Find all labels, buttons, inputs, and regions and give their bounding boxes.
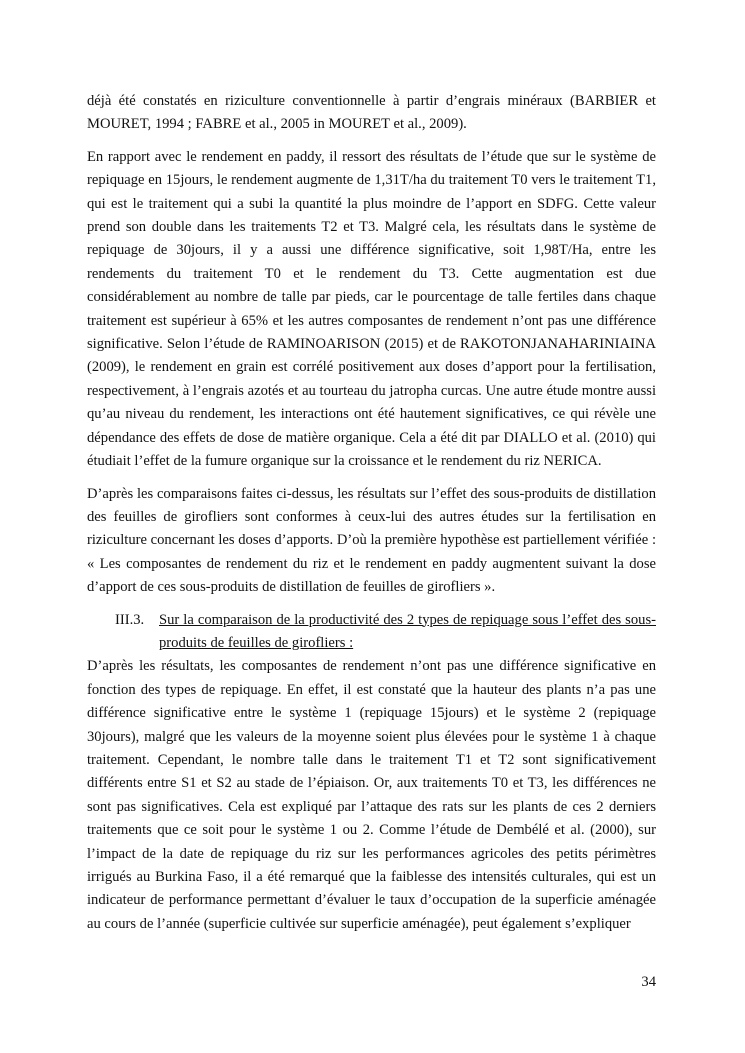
section-title: Sur la comparaison de la productivité des 2 types de repiquage sous l’effet des sous-produits de feuilles de girofliers : bbox=[159, 611, 656, 651]
paragraph-1: déjà été constatés en riziculture conventionnelle à partir d’engrais minéraux (BARBIER et MOURET, 1994 ; FABRE et al., 2005 in MOURET et al., 2009). bbox=[87, 93, 656, 133]
paragraph-4: D’après les résultats, les composantes de rendement n’ont pas une différence significative en fonction des types de repiquage. En effet, il est constaté que la hauteur des plants n’a pas une différence significative entre le système 1 (repiquage 15jours) et le système 2 (repiquage 30jours), malgré que les valeurs de la moyenne soient plus élevées pour le système 1 à chaque traitement. Cependant, le nombre talle dans le traitement T1 et T2 sont significativement différents entre S1 et S2 au stade de l’épiaison. Or, aux traitements T0 et T3, les différences ne sont pas significatives. Cela est expliqué par l’attaque des rats sur les plants de ces 2 derniers traitements que ce soit pour le système 1 ou 2. Comme l’étude de Dembélé et al. (2000), sur l’impact de la date de repiquage du riz sur les performances agricoles des petits périmètres irrigués au Burkina Faso, il a été remarqué que la faiblesse des intensités culturales, qui est un indicateur de performance permettant d’évaluer le taux d’occupation de la superficie aménagée au cours de l’année (superficie cultivée sur superficie aménagée), peut également s’expliquer bbox=[87, 658, 656, 932]
paragraph-2: En rapport avec le rendement en paddy, il ressort des résultats de l’étude que sur le système de repiquage en 15jours, le rendement augmente de 1,31T/ha du traitement T0 vers le traitement T1, qui est le traitement qui a subi la quantité la plus moindre de l’apport en SDFG. Cette valeur prend son double dans les traitements T2 et T3. Malgré cela, les résultats dans le système de repiquage de 30jours, il y a aussi une différence significative, soit 1,98T/Ha, entre les rendements du traitement T0 et le rendement du T3. Cette augmentation est due considérablement au nombre de talle par pieds, car le pourcentage de talle fertiles dans chaque traitement est supérieur à 65% et les autres composantes de rendement n’ont pas une différence significative. Selon l’étude de RAMINOARISON (2015) et de RAKOTONJANAHARINIAINA (2009), le rendement en grain est corrélé positivement aux doses d’apport pour la fertilisation, respectivement, à l’engrais azotés et au tourteau du jatropha curcas. Une autre étude montre aussi qu’au niveau du rendement, les interactions ont été hautement significatives, ce qui révèle une dépendance des effets de dose de matière organique. Cela a été dit par DIALLO et al. (2010) qui étudiait l’effet de la fumure organique sur la croissance et le rendement du riz NERICA. bbox=[87, 148, 656, 470]
section-number: III.3. bbox=[115, 611, 145, 628]
section-heading bbox=[87, 609, 656, 656]
page-body bbox=[87, 90, 656, 936]
page-number: 34 bbox=[641, 974, 656, 990]
paragraph-3: D’après les comparaisons faites ci-dessus, les résultats sur l’effet des sous-produits de distillation des feuilles de girofliers sont conformes à ceux-lui des autres études sur la fertilisation en riziculture concernant les doses d’apports. D’où la première hypothèse est partiellement vérifiée : « Les composantes de rendement du riz et le rendement en paddy augmentent suivant la dose d’apport de ces sous-produits de distillation de feuilles de girofliers ». bbox=[87, 485, 656, 596]
